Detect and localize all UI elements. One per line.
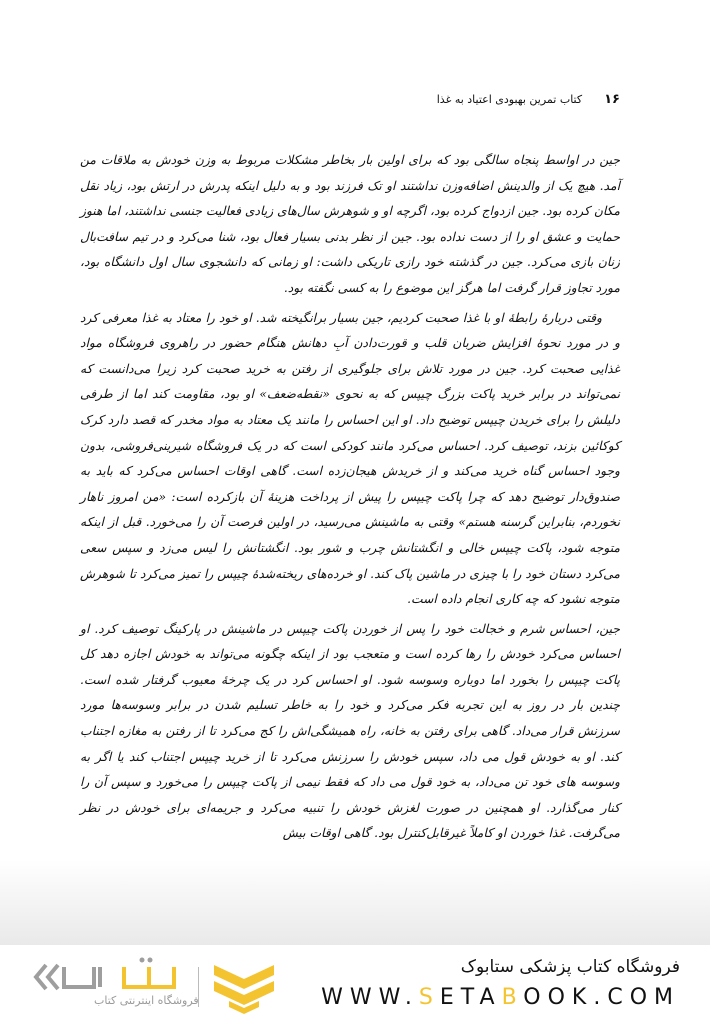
url-part: OOK.COM bbox=[523, 985, 680, 1010]
store-name: فروشگاه کتاب پزشکی ستابوک bbox=[460, 957, 680, 977]
paragraph: جین در اواسط پنجاه سالگی بود که برای اولین بار بخاطر مشکلات مربوط به وزن خودش به ملاقات من آمد. هیچ یک از والدینش اضافه‌وزن نداشتند او تک فرزند بود و به دلیل اینکه پدرش در ارتش بود، زیاد نقل مکان کرده بود. جین ازدواج کرده بود، اگرچه او و شوهرش سال‌های زیادی فعالیت جنسی نداشتند، اما هنوز حمایت و عشق او را از دست نداده بود. جین از نظر بدنی بسیار فعال بود، شنا می‌کرد و در تیم سافت‌بال زنان بازی می‌کرد. جین در گذشته خود رازی تاریکی داشت: او زمانی که دانشجوی سال اول دانشگاه بود، مورد تجاوز قرار گرفت اما هرگز این موضوع را به کسی نگفته بود. bbox=[80, 153, 620, 295]
running-header bbox=[437, 92, 620, 107]
footer-banner bbox=[0, 945, 710, 1023]
chevron-logo-icon bbox=[24, 957, 274, 1017]
book-title: کتاب تمرین بهبودی اعتیاد به غذا bbox=[436, 93, 583, 106]
url-part: ETA bbox=[439, 985, 502, 1010]
store-url-link[interactable] bbox=[321, 985, 680, 1010]
url-part: WWW. bbox=[321, 985, 419, 1010]
url-accent-letter: S bbox=[418, 985, 440, 1010]
paragraph: جین، احساس شرم و خجالت خود را پس از خوردن پاکت چیپس در ماشینش در پارکینگ توصیف کرد. او احساس می‌کرد خودش را رها کرده است و متعجب بود از اینکه چگونه می‌تواند به خودش اجازه دهد کل پاکت چیپس را بخورد اما دوباره وسوسه شود. او احساس کرد در یک چرخهٔ معیوب گرفتار شده است. چندین بار در روز به این تجربه فکر می‌کرد و خود را به خاطر تسلیم شدن در برابر وسوسه‌ها مورد سرزنش قرار می‌داد. گاهی برای رفتن به خانه، راه همیشگی‌اش را کج می‌کرد تا از رفتن به مغازه اجتناب کند. او به خودش قول می داد، سپس خودش را سرزنش می‌کرد تا از خرید چیپس اجتناب کند یا اگر به وسوسه های خود تن می‌داد، به خود قول می داد که فقط نیمی از پاکت چیپس را می‌خورد و سپس آن را کنار می‌گذارد. او همچنین در صورت لغزش خودش را تنبیه می‌کرد و جریمه‌ای برای خودش در نظر می‌گرفت. غذا خوردن او کاملاً غیرقابل‌کنترل بود. گاهی اوقات بیش bbox=[80, 621, 620, 841]
logo-tagline: فروشگاه اینترنتی کتاب bbox=[94, 994, 199, 1007]
body-text bbox=[80, 148, 620, 847]
paragraph: وقتی دربارهٔ رابطهٔ او با غذا صحبت کردیم، جین بسیار برانگیخته شد. او خود را معتاد به غذا معرفی کرد و در مورد نحوهٔ افزایش ضربان قلب و قورت‌دادن آبِ دهانش هنگام حضور در راهروی فروشگاه مواد غذایی صحبت کرد. جین در مورد تلاش برای جلوگیری از رفتن به خرید صحبت کرد زیرا می‌دانست که نمی‌تواند در برابر خرید پاکت بزرگ چیپس که به نحوی «نقطه‌ضعف» او بود، مقاومت کند اما از طرفی دلیلش را برای خریدن چیپس توضیح داد. او این احساس را مانند یک معتاد به مواد مخدر که قصد دارد کرک کوکائین بزند، توصیف کرد. احساس می‌کرد مانند کودکی است که در یک فروشگاه شیرینی‌فروشی، بدون وجود احساس گناه خرید می‌کند و از خریدش هیجان‌زده است. گاهی اوقات احساس می‌کرد که باید به صندوق‌دار توضیح دهد که چرا پاکت چیپس را پیش از پرداخت هزینهٔ آن بازکرده است: «من امروز ناهار نخوردم، بنابراین گرسنه هستم» وقتی به ماشینش می‌رسید، در اولین فرصت آن را می‌خورد. قبل از اینکه متوجه شود، پاکت چیپس خالی و انگشتانش چرب و شور بود. انگشتانش را لیس می‌زد و سپس سعی می‌کرد دستان خود را با چیزی در ماشین پاک کند. او خرده‌های ریخته‌شدهٔ چیپس را تمیز می‌کرد تا شوهرش متوجه نشود که چه کاری انجام داده است. bbox=[80, 310, 620, 607]
url-accent-letter: B bbox=[501, 985, 524, 1010]
page-number: ۱۶ bbox=[604, 92, 620, 107]
setabook-logo[interactable] bbox=[24, 957, 274, 1017]
